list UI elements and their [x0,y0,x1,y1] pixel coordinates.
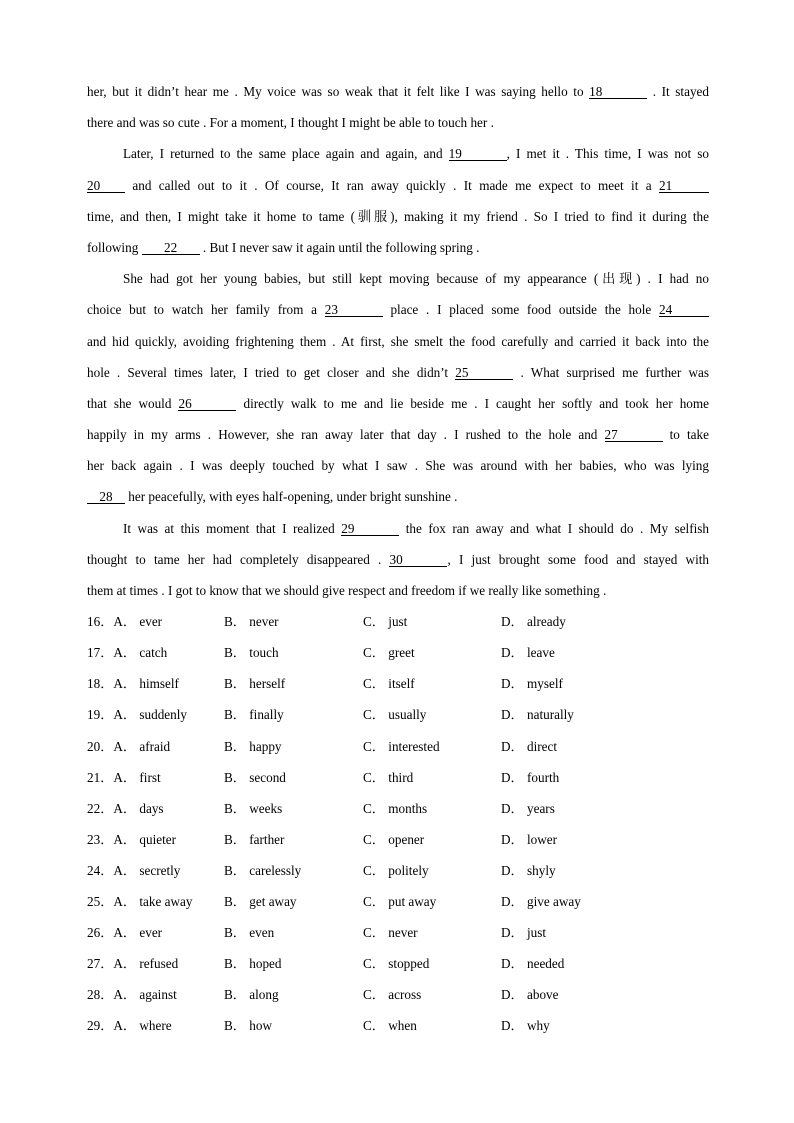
passage-line [87,575,709,606]
question-number: 16． [87,614,114,630]
question-number-option-a [87,917,162,948]
question-row [87,606,709,637]
question-number: 24． [87,862,114,878]
option-a: A． take away [113,894,193,910]
question-row [87,793,709,824]
passage-line [87,76,709,107]
passage-text: , I met it . This time, I was not so [506,146,709,162]
answer-blank: 23 [325,304,383,317]
passage-text: them at times . I got to know that we should give respect and freedom if we really like something . [87,583,607,598]
passage-line [87,201,709,232]
passage-text: choice but to watch her family from a [87,302,325,318]
question-number-option-a [87,637,167,668]
passage-text: thought to tame her had completely disappeared . [87,551,390,567]
option-b: B． farther [224,831,285,847]
option-b: B． finally [224,707,284,723]
option-d: D． shyly [501,862,556,878]
passage-text: her peacefully, with eyes half-opening, under bright sunshine . [125,489,458,505]
question-number: 28． [87,987,114,1003]
question-number: 26． [87,925,114,941]
question-row [87,948,709,979]
question-row [87,855,709,886]
answer-blank: 26 [178,398,236,411]
question-number: 27． [87,956,114,972]
question-row [87,731,709,762]
passage-line [87,513,709,544]
passage-text: She had got her young babies, but still kept moving because of my appearance (出现) . I had no [123,271,709,287]
answer-blank: 28 [87,491,125,504]
option-c: C． months [363,800,428,816]
answer-blank: 27 [605,429,663,442]
option-a: A． quieter [113,831,176,847]
passage-text: and called out to it . Of course, It ran away quickly . It made me expect to meet it a [125,177,659,193]
option-b: B． how [224,1018,272,1034]
passage-line [87,481,709,512]
question-number: 20． [87,738,114,754]
option-c: C． third [363,769,414,785]
reading-passage [87,76,709,606]
question-number-option-a [87,668,179,699]
question-number-option-a [87,824,176,855]
question-number: 17． [87,645,114,661]
question-number: 25． [87,894,114,910]
passage-text: her, but it didn’t hear me . My voice was so weak that it felt like I was saying hello to [87,84,590,99]
passage-line [87,170,709,201]
question-row [87,1010,709,1041]
option-b: B． along [224,987,279,1003]
option-d: D． years [501,800,555,816]
question-number: 23． [87,831,114,847]
question-row [87,979,709,1010]
option-b: B． hoped [224,956,282,972]
option-c: C． stopped [363,956,430,972]
option-a: A． himself [113,676,179,692]
passage-line [87,294,709,325]
option-a: A． catch [113,645,168,661]
passage-text: place . I placed some food outside the hole [382,302,659,318]
option-b: B． get away [224,894,297,910]
question-number-option-a [87,855,180,886]
question-row [87,668,709,699]
passage-text: directly walk to me and lie beside me . I caught her softly and took her home [236,395,709,411]
passage-text: to take [662,427,709,443]
question-number: 21． [87,769,114,785]
option-a: A． afraid [113,738,171,754]
option-b: B． second [224,769,286,785]
option-d: D． give away [501,894,581,910]
question-row [87,637,709,668]
option-d: D． naturally [501,707,574,723]
passage-text: happily in my arms . However, she ran away later that day . I rushed to the hole and [87,427,605,443]
answer-blank: 29 [341,523,399,536]
passage-text: . What surprised me further was [513,364,709,380]
option-c: C． opener [363,831,425,847]
passage-line [87,326,709,357]
option-a: A． days [113,800,164,816]
question-number-option-a [87,762,161,793]
passage-line [87,107,709,138]
option-a: A． first [113,769,161,785]
passage-text: the fox ran away and what I should do . My selfish [399,520,709,536]
option-b: B． weeks [224,800,283,816]
option-d: D． needed [501,956,565,972]
option-d: D． myself [501,676,563,692]
passage-line [87,357,709,388]
answer-blank: 19 [449,148,507,161]
passage-text: hole . Several times later, I tried to get closer and she didn’t [87,364,456,380]
passage-line [87,263,709,294]
passage-text: and hid quickly, avoiding frightening them . At first, she smelt the food carefully and carried it back into the [87,333,709,349]
answer-blank: 22 [142,242,200,255]
option-d: D． fourth [501,769,560,785]
option-c: C． never [363,925,418,941]
option-d: D． above [501,987,559,1003]
answer-blank: 21 [659,180,709,193]
option-a: A． refused [113,956,179,972]
question-number: 29． [87,1018,114,1034]
option-d: D． lower [501,831,558,847]
question-row [87,762,709,793]
question-row [87,824,709,855]
question-number: 18． [87,676,114,692]
option-c: C． usually [363,707,427,723]
question-options-list [87,606,709,1041]
question-number-option-a [87,699,187,730]
passage-line [87,388,709,419]
option-d: D． already [501,614,566,630]
option-c: C． itself [363,676,415,692]
option-a: A． suddenly [113,707,188,723]
passage-line [87,544,709,575]
question-number-option-a [87,731,170,762]
option-d: D． direct [501,738,558,754]
option-a: A． ever [113,614,163,630]
passage-text: her back again . I was deeply touched by what I saw . She was around with her babies, who was lying [87,458,709,474]
passage-text: It was at this moment that I realized [123,520,342,536]
option-a: A． ever [113,925,163,941]
option-b: B． even [224,925,275,941]
option-c: C． politely [363,862,429,878]
option-d: D． why [501,1018,550,1034]
question-row [87,699,709,730]
option-a: A． where [113,1018,172,1034]
question-number-option-a [87,793,164,824]
passage-text: . But I never saw it again until the following spring . [199,239,480,255]
option-c: C． just [363,614,408,630]
passage-text: that she would [87,395,179,411]
document-page [87,76,709,1042]
question-number: 19． [87,707,114,723]
option-d: D． leave [501,645,555,661]
question-number-option-a [87,606,162,637]
question-row [87,886,709,917]
question-row [87,917,709,948]
answer-blank: 18 [589,86,647,99]
question-number: 22． [87,800,114,816]
option-d: D． just [501,925,547,941]
question-number-option-a [87,979,177,1010]
passage-text: . It stayed [647,84,709,99]
question-number-option-a [87,886,192,917]
passage-text: there and was so cute . For a moment, I thought I might be able to touch her . [87,115,494,131]
passage-line [87,419,709,450]
option-c: C． when [363,1018,417,1034]
option-c: C． across [363,987,422,1003]
passage-line [87,450,709,481]
answer-blank: 20 [87,180,125,193]
answer-blank: 25 [455,367,513,380]
option-b: B． touch [224,645,279,661]
option-b: B． carelessly [224,862,302,878]
question-number-option-a [87,1010,172,1041]
option-c: C． put away [363,894,437,910]
answer-blank: 30 [389,554,447,567]
passage-text: , I just brought some food and stayed with [447,551,709,567]
question-number-option-a [87,948,178,979]
option-c: C． greet [363,645,415,661]
passage-text: following [87,239,142,255]
option-a: A． secretly [113,862,181,878]
option-c: C． interested [363,738,440,754]
passage-line [87,232,709,263]
passage-text: time, and then, I might take it home to tame (驯服), making it my friend . So I tried to find it during the [87,208,709,224]
option-a: A． against [113,987,177,1003]
option-b: B． herself [224,676,286,692]
passage-line [87,138,709,169]
option-b: B． never [224,614,279,630]
answer-blank: 24 [659,304,709,317]
option-b: B． happy [224,738,282,754]
passage-text: Later, I returned to the same place again and again, and [123,146,449,162]
